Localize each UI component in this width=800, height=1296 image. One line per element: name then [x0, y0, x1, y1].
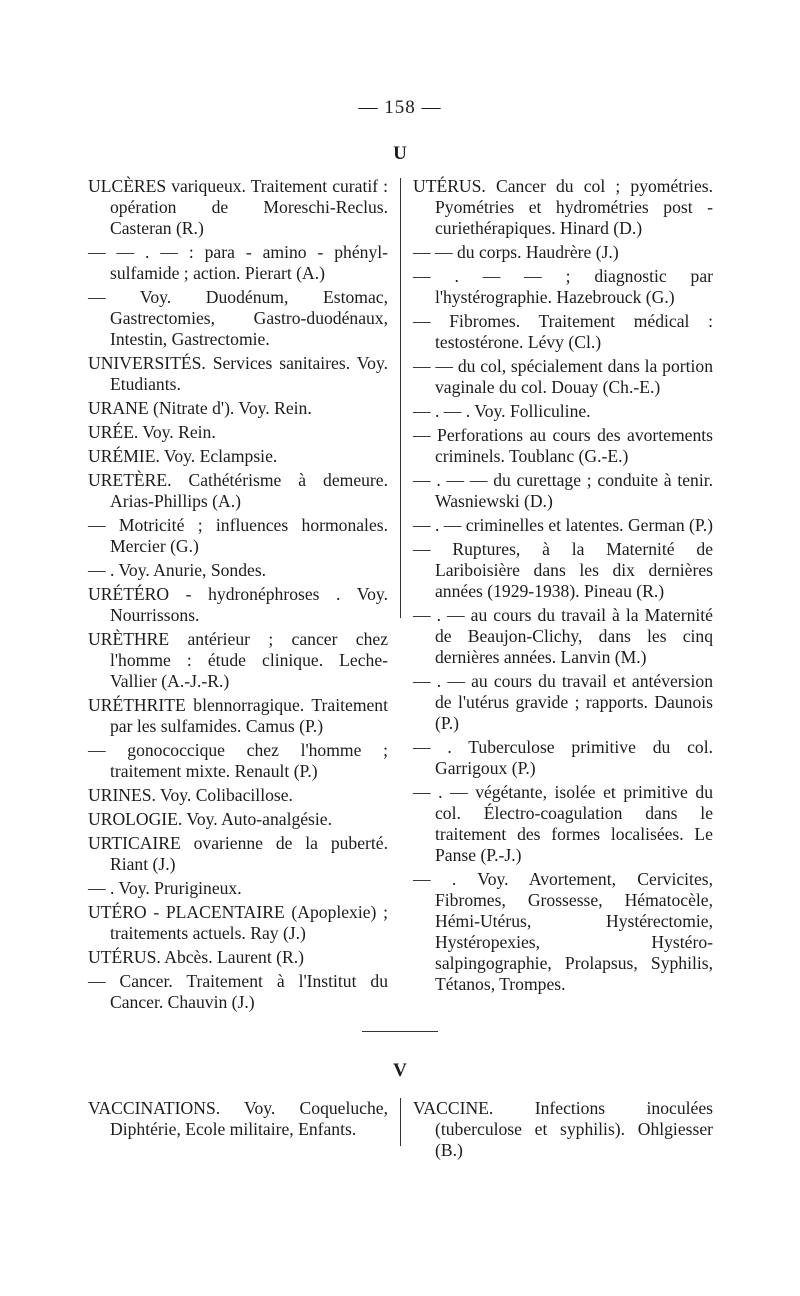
- index-entry: — . — — ; diagnostic par l'hystérographie. Hazebrouck (G.): [413, 266, 713, 307]
- index-entry: UROLOGIE. Voy. Auto-analgésie.: [88, 809, 332, 829]
- index-entry: — . Voy. Avortement, Cervicites, Fibromes, Grossesse, Hématocèle, Hémi-Utérus, Hystérectomie, Hystéropexies, Hystéro-salpingographie, Prolapsus, Syphilis, Tétanos, Trompes.: [413, 869, 713, 994]
- index-entry: — . Tuberculose primitive du col. Garrigoux (P.): [413, 737, 713, 778]
- index-entry: URÉE. Voy. Rein.: [88, 422, 216, 442]
- index-entry: ULCÈRES variqueux. Traitement curatif : opération de Moreschi-Reclus. Casteran (R.): [88, 176, 388, 238]
- index-entry: — . — au cours du travail à la Maternité de Beaujon-Clichy, dans les cinq dernières années. Lanvin (M.): [413, 605, 713, 667]
- index-entry: — — du corps. Haudrère (J.): [413, 242, 619, 262]
- index-entry: VACCINE. Infections inoculées (tuberculose et syphilis). Ohlgiesser (B.): [413, 1098, 713, 1160]
- section-letter-v: V: [393, 1060, 407, 1081]
- index-entry: URETÈRE. Cathétérisme à demeure. Arias-Phillips (A.): [88, 470, 388, 511]
- index-entry: URÉMIE. Voy. Eclampsie.: [88, 446, 278, 466]
- right-column: [413, 175, 713, 998]
- column-divider: [400, 178, 401, 618]
- index-entry: — — du col, spécialement dans la portion vaginale du col. Douay (Ch.-E.): [413, 356, 713, 397]
- index-entry: — . — au cours du travail et antéversion de l'utérus gravide ; rapports. Daunois (P.): [413, 671, 713, 733]
- index-entry: URÉTÉRO - hydronéphroses . Voy. Nourrissons.: [88, 584, 388, 625]
- index-entry: UTÉRUS. Cancer du col ; pyométries. Pyométries et hydrométries post - curiethérapiques. Hinard (D.): [413, 176, 713, 238]
- index-entry: — Ruptures, à la Maternité de Lariboisière dans les dix dernières années (1929-1938). Pineau (R.): [413, 539, 713, 601]
- index-entry: URÉTHRITE blennorragique. Traitement par les sulfamides. Camus (P.): [88, 695, 388, 736]
- index-entry: UTÉRUS. Abcès. Laurent (R.): [88, 947, 304, 967]
- index-entry: URANE (Nitrate d'). Voy. Rein.: [88, 398, 312, 418]
- index-entry: — . — . Voy. Folliculine.: [413, 401, 591, 421]
- index-entry: — Fibromes. Traitement médical : testostérone. Lévy (Cl.): [413, 311, 713, 352]
- index-entry: URTICAIRE ovarienne de la puberté. Riant (J.): [88, 833, 388, 874]
- column-divider: [400, 1098, 401, 1146]
- index-entry: UNIVERSITÉS. Services sanitaires. Voy. Etudiants.: [88, 353, 388, 394]
- index-entry: — Cancer. Traitement à l'Institut du Cancer. Chauvin (J.): [88, 971, 388, 1012]
- index-entry: — . — végétante, isolée et primitive du col. Électro-coagulation dans le traitement des formes localisées. Le Panse (P.-J.): [413, 782, 713, 865]
- index-entry: — Perforations au cours des avortements criminels. Toublanc (G.-E.): [413, 425, 713, 466]
- section-letter-u: U: [393, 143, 407, 164]
- section-separator: [362, 1031, 438, 1032]
- v-left-column: [88, 1097, 388, 1143]
- index-entry: URÈTHRE antérieur ; cancer chez l'homme : étude clinique. Leche-Vallier (A.-J.-R.): [88, 629, 388, 691]
- index-entry: — . — criminelles et latentes. German (P.): [413, 515, 713, 535]
- index-entry: VACCINATIONS. Voy. Coqueluche, Diphtérie, Ecole militaire, Enfants.: [88, 1098, 388, 1139]
- page-number: — 158 —: [358, 97, 442, 118]
- index-entry: — . Voy. Prurigineux.: [88, 878, 242, 898]
- index-entry: — — . — : para - amino - phényl-sulfamide ; action. Pierart (A.): [88, 242, 388, 283]
- index-entry: — Voy. Duodénum, Estomac, Gastrectomies, Gastro-duodénaux, Intestin, Gastrectomie.: [88, 287, 388, 349]
- index-entry: — . — — du curettage ; conduite à tenir. Wasniewski (D.): [413, 470, 713, 511]
- index-entry: UTÉRO - PLACENTAIRE (Apoplexie) ; traitements actuels. Ray (J.): [88, 902, 388, 943]
- left-column: [88, 175, 388, 1016]
- index-entry: — Motricité ; influences hormonales. Mercier (G.): [88, 515, 388, 556]
- index-entry: — gonococcique chez l'homme ; traitement mixte. Renault (P.): [88, 740, 388, 781]
- index-entry: URINES. Voy. Colibacillose.: [88, 785, 293, 805]
- v-right-column: [413, 1097, 713, 1164]
- index-entry: — . Voy. Anurie, Sondes.: [88, 560, 267, 580]
